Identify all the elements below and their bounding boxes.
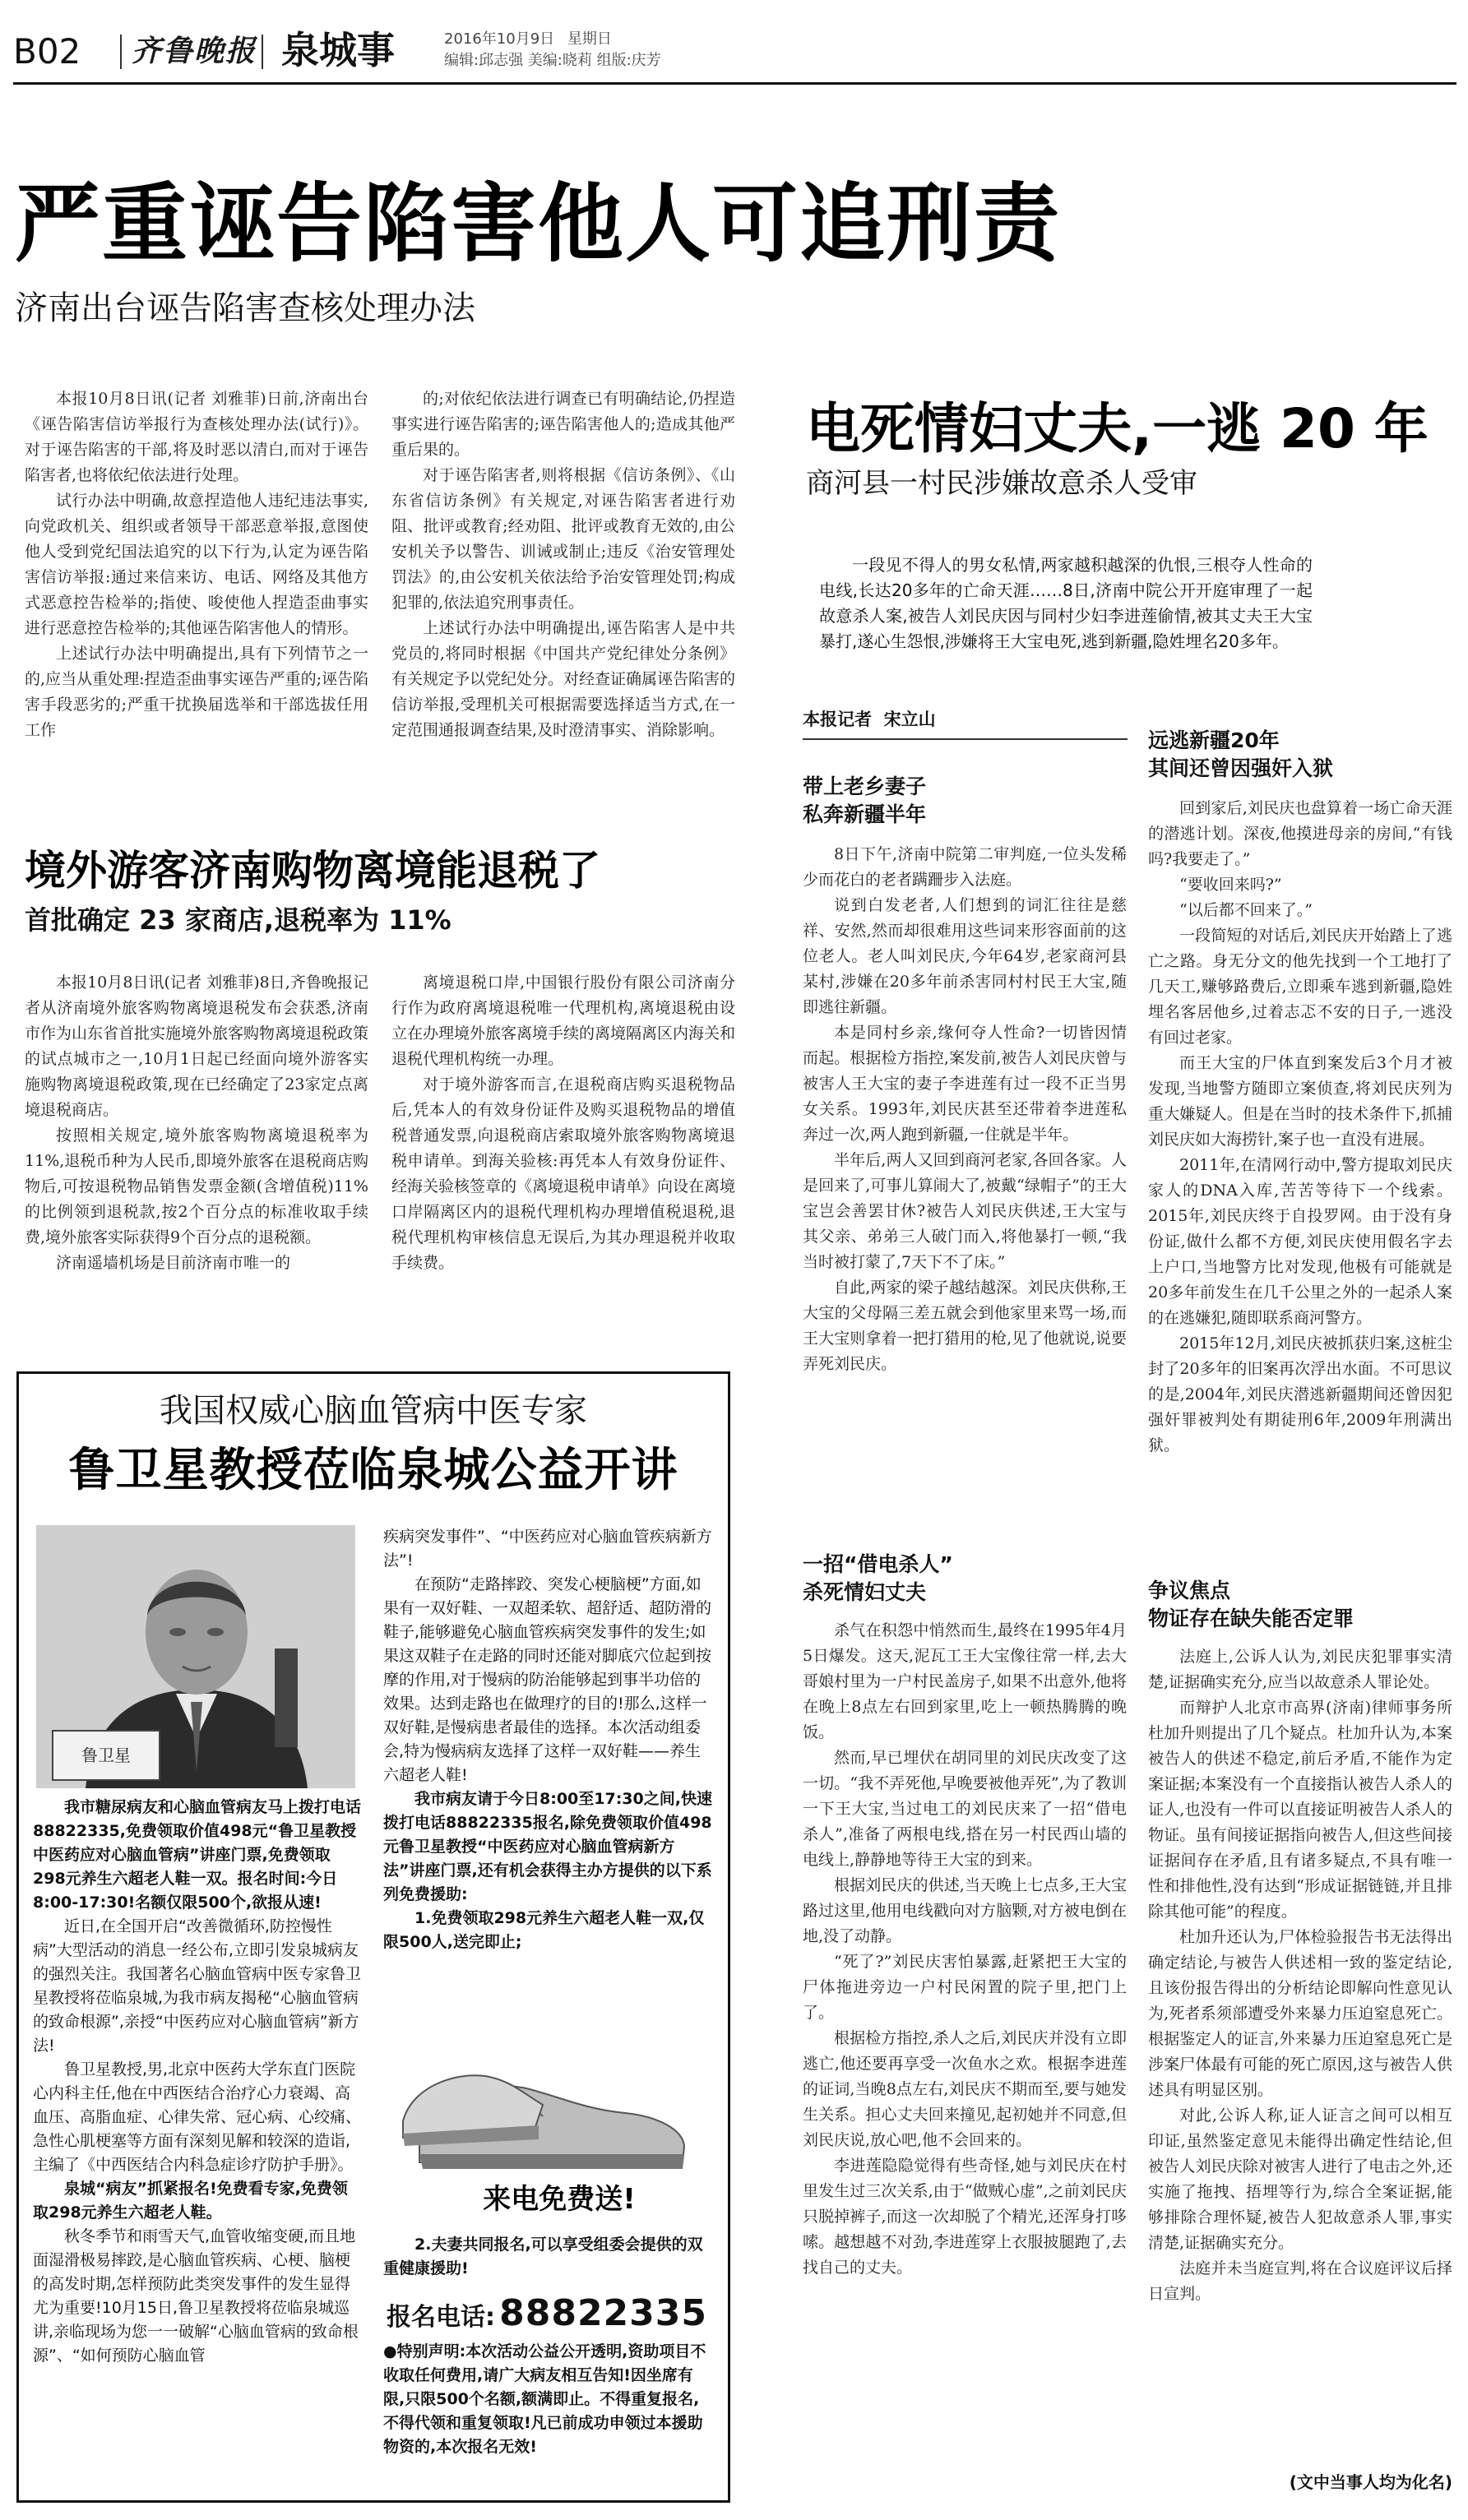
tax-headline: 境外游客济南购物离境能退税了 <box>25 847 600 895</box>
murder-column-b1 <box>1148 796 1452 1569</box>
lead-headline: 严重诬告陷害他人可追刑责 <box>15 173 1062 274</box>
editor-credits: 编辑:邱志强 美编:晓莉 组版:庆芳 <box>444 52 661 69</box>
name-note: (文中当事人均为化名) <box>1289 2472 1452 2492</box>
paragraph: 我市糖尿病友和心脑血管病友马上拨打电话88822335,免费领取价值498元“鲁卫星教授中医药应对心脑血管病”讲座门票,免费领取298元养生六超老人鞋一双。报名时间:今日8:00-17:30!名额仅限500个,欲报从速! <box>33 1798 362 1912</box>
section-title: 一招“借电杀人” 杀死情妇丈夫 <box>803 1552 953 1604</box>
date-text: 2016年10月9日 <box>444 30 555 48</box>
paragraph: 我市病友请于今日8:00至17:30之间,快速拨打电话88822335报名,除免费领取价值498元鲁卫星教授“中医药应对心脑血管病新方法”讲座门票,还有机会获得主办方提供的以下系列免费援助: <box>383 1790 712 1903</box>
paragraph: 试行办法中明确,故意捏造他人违纪违法事实,向党政机关、组织或者领导干部恶意举报,意图使他人受到党纪国法追究的以下行为,认定为诬告陷害信访举报:通过来信来访、电话、网络及其他方式恶意控告检举的;指使、唆使他人捏造歪曲事实进行恶意控告检举的;其他诬告陷害他人的情形。 <box>25 492 368 637</box>
tax-subheadline: 首批确定 23 家商店,退税率为 11% <box>25 904 452 936</box>
section-title: 争议焦点 物证存在缺失能否定罪 <box>1148 1579 1355 1630</box>
paragraph: 说到白发老者,人们想到的词汇往往是慈祥、安然,然而却很难用这些词来形容面前的这位老人。老人叫刘民庆,今年64岁,老家商河县某村,涉嫌在20多年前杀害同村村民王大宝,随即逃往新疆。 <box>803 896 1127 1016</box>
paragraph: 回到家后,刘民庆也盘算着一场亡命天涯的潜逃计划。深夜,他摸进母亲的房间,“有钱吗?我要走了。” <box>1148 799 1452 868</box>
paragraph: 半年后,两人又回到商河老家,各回各家。人是回来了,可事儿算闹大了,被戴“绿帽子”的王大宝岂会善罢甘休?被告人刘民庆供述,王大宝与其父亲、弟弟三人破门而入,将他暴打一顿,“我当时被打蒙了,7天下不了床。” <box>803 1151 1127 1271</box>
shoe-photo <box>387 2031 709 2226</box>
paragraph: 而辩护人北京市高界(济南)律师事务所杜加升则提出了几个疑点。杜加升认为,本案被告人的供述不稳定,前后矛盾,不能作为定案证据;本案没有一个直接指认被告人杀人的证人,也没有一件可以直接证明被告人杀人的物证。虽有间接证据指向被告人,但这些间接证据间存在矛盾,且有诸多疑点,不具有唯一性和排他性,没有达到“形成证据链链,并且排除其他可能”的程度。 <box>1148 1699 1452 1921</box>
ad-title-line-2: 鲁卫星教授莅临泉城公益开讲 <box>68 1444 678 1497</box>
paragraph: 泉城“病友”抓紧报名!免费看专家,免费领取298元养生六超老人鞋。 <box>33 2180 348 2222</box>
paragraph: 在预防“走路摔跤、突发心梗脑梗”方面,如果有一双好鞋、一双超柔软、超舒适、超防滑的鞋子,能够避免心脑血管疾病突发事件的发生;如果这双鞋子在走路的同时还能对脚底穴位起到按摩的作用,对于慢病的防治能够起到事半功倍的效果。达到走路也在做理疗的目的!那么,这样一双好鞋,是慢病患者最佳的选择。本次活动组委会,特为慢病病友选择了这样一双好鞋——养生六超老人鞋! <box>383 1575 712 1784</box>
paragraph: 的;对依纪依法进行调查已有明确结论,仍捏造事实进行诬告陷害的;诬告陷害他人的;造成其他严重后果的。 <box>391 390 735 459</box>
lead-column-1 <box>25 386 368 835</box>
paragraph: 对此,公诉人称,证人证言之间可以相互印证,虽然鉴定意见未能得出确定性结论,但被告人刘民庆除对被害人进行了电击之外,还实施了拖拽、捂埋等行为,综合全案证据,能够排除合理怀疑,被告人犯故意杀人罪,事实清楚,证据确实充分。 <box>1148 2106 1452 2252</box>
header-rule <box>13 82 1456 85</box>
paragraph: “要收回来吗?” <box>1179 876 1282 894</box>
byline: 本报记者 宋立山 <box>803 710 936 729</box>
section-title: 泉城事 <box>281 28 395 72</box>
professor-photo <box>36 1525 355 1788</box>
paragraph: 本报10月8日讯(记者 刘雅菲)日前,济南出台《诬告陷害信访举报行为查核处理办法(试行)》。对于诬告陷害的干部,将及时恶以清白,而对于诬告陷害者,也将依纪依法进行处理。 <box>25 390 368 484</box>
paragraph: 法庭上,公诉人认为,刘民庆犯罪事实清楚,证据确实充分,应当以故意杀人罪论处。 <box>1148 1648 1452 1691</box>
paragraph: 近日,在全国开启“改善微循环,防控慢性病”大型活动的消息一经公布,立即引发泉城病友的强烈关注。我国著名心脑血管病中医专家鲁卫星教授将莅临泉城,为我市病友揭秘“心脑血管病的致命根源”,亲授“中医药应对心脑血管病”新方法! <box>33 1917 362 2055</box>
paragraph: 本是同村乡亲,缘何夺人性命?一切皆因情而起。根据检方指控,案发前,被告人刘民庆曾与被害人王大宝的妻子李进莲有过一段不正当男女关系。1993年,刘民庆甚至还带着李进莲私奔过一次,两人跑到新疆,一住就是半年。 <box>803 1024 1127 1144</box>
phone-number[interactable]: 88822335 <box>499 2292 708 2334</box>
paragraph: 对于境外游客而言,在退税商店购买退税物品后,凭本人的有效身份证件及购买退税物品的增值税普通发票,向退税商店索取境外旅客购物离境退税申请单。到海关验核:再凭本人有效身份证件、经海关验核签章的《离境退税申请单》向设在离境口岸隔离区内的退税代理机构办理增值税退税,退税代理机构审核信息无误后,为其办理退税并收取手续费。 <box>391 1075 735 1272</box>
murder-column-a2 <box>803 1618 1127 2498</box>
header-divider <box>120 35 122 69</box>
paragraph: 然而,早已埋伏在胡同里的刘民庆改变了这一切。“我不弄死他,早晚要被他弄死”,为了教训一下王大宝,当过电工的刘民庆来了一招“借电杀人”,准备了两根电线,搭在另一村民西山墙的电线上,静静地等待王大宝的到来。 <box>803 1749 1127 1869</box>
section-title: 带上老乡妻子 私奔新疆半年 <box>803 774 927 826</box>
paragraph: 2011年,在清网行动中,警方提取刘民庆家人的DNA入库,苦苦等待下一个线索。2015年,刘民庆终于自投罗网。由于没有身份证,做什么都不方便,刘民庆使用假名字去上户口,当地警方比对发现,他极有可能就是20多年前发生在几千公里之外的一起杀人案的在逃嫌犯,随即联系商河警方。 <box>1148 1156 1452 1327</box>
paragraph: 上述试行办法中明确提出,诬告陷害人是中共党员的,将同时根据《中国共产党纪律处分条例》有关规定予以党纪处分。对经查证确属诬告陷害的信访举报,受理机关可根据需要选择适当方式,在一定范围通报调查结果,及时澄清事实、消除影响。 <box>391 619 735 739</box>
paragraph: 杀气在积怨中悄然而生,最终在1995年4月5日爆发。这天,泥瓦工王大宝像往常一样,去大哥娘村里为一户村民盖房子,如果不出意外,他将在晚上8点左右回到家里,吃上一顿热腾腾的晚饭。 <box>803 1621 1127 1741</box>
murder-lead: 一段见不得人的男女私情,两家越积越深的仇恨,三根夺人性命的电线,长达20多年的亡命天涯……8日,济南中院公开开庭审理了一起故意杀人案,被告人刘民庆因与同村少妇李进莲偷情,被其丈夫王大宝暴打,遂心生怨恨,涉嫌将王大宝电死,逃到新疆,隐姓埋名20多年。 <box>819 555 1313 651</box>
paragraph: 1.免费领取298元养生六超老人鞋一双,仅限500人,送完即止; <box>383 1909 705 1951</box>
paragraph: 根据检方指控,杀人之后,刘民庆并没有立即逃亡,他还要再享受一次鱼水之欢。根据李进莲的证词,当晚8点左右,刘民庆不期而至,要与她发生关系。担心丈夫回来撞见,起初她并不同意,但刘民庆说,放心吧,他不会回来的。 <box>803 2029 1127 2149</box>
ad-phone-line <box>387 2292 715 2334</box>
lead-column-2 <box>391 386 735 835</box>
byline-rule <box>803 738 1128 740</box>
paragraph: 济南遥墙机场是目前济南市唯一的 <box>56 1254 291 1272</box>
ad-couple-offer: 2.夫妻共同报名,可以享受组委会提供的双重健康援助! <box>383 2236 703 2277</box>
paragraph: “以后都不回来了。” <box>1179 901 1313 919</box>
murder-headline: 电死情妇丈夫,一逃 20 年 <box>806 397 1429 460</box>
paragraph: 李进莲隐隐觉得有些奇怪,她与刘民庆在村里发生过三次关系,由于“做贼心虚”,之前刘民庆只脱掉裤子,而这一次却脱了个精光,还浑身打哆嗦。越想越不对劲,李进莲穿上衣服披腿跑了,去找自己的丈夫。 <box>803 2157 1127 2277</box>
paragraph: 8日下午,济南中院第二审判庭,一位头发稀少而花白的老者蹒跚步入法庭。 <box>803 845 1127 889</box>
paragraph: 对于诬告陷害者,则将根据《信访条例》、《山东省信访条例》有关规定,对诬告陷害者进行劝阻、批评或教育;经劝阻、批评或教育无效的,由公安机关予以警告、训诫或制止;违反《治安管理处罚法》的,由公安机关依法给予治安管理处罚;构成犯罪的,依法追究刑事责任。 <box>391 466 735 612</box>
lead-subheadline: 济南出台诬告陷害查核处理办法 <box>15 289 475 327</box>
phone-label: 报名电话: <box>387 2303 495 2332</box>
murder-column-b2 <box>1148 1644 1452 2467</box>
ad-title-line-1: 我国权威心脑血管病中医专家 <box>160 1392 587 1430</box>
paragraph: 离境退税口岸,中国银行股份有限公司济南分行作为政府离境退税唯一代理机构,离境退税由设立在办理境外旅客离境手续的离境隔离区内海关和退税代理机构统一办理。 <box>391 973 735 1068</box>
ad-left-column <box>33 1796 362 2486</box>
paragraph: 按照相关规定,境外旅客购物离境退税率为11%,退税币种为人民币,即境外旅客在退税商店购物后,可按退税物品销售发票金额(含增值税)11%的比例领到退税款,按2个百分点的标准收取手续费,境外旅客实际获得9个百分点的退税额。 <box>25 1126 368 1246</box>
paragraph: 杜加升还认为,尸体检验报告书无法得出确定结论,与被告人供述相一致的鉴定结论,且该份报告得出的分析结论即解向性意见认为,死者系须部遭受外来暴力压迫窒息死亡。根据鉴定人的证言,外来暴力压迫窒息死亡是涉案尸体最有可能的死亡原因,这与被告人供述具有明显区别。 <box>1148 1928 1452 2099</box>
paragraph: 上述试行办法中明确提出,具有下列情节之一的,应当从重处理:捏造歪曲事实诬告严重的;诬告陷害手段恶劣的;严重干扰换届选举和干部选拔任用工作 <box>25 645 368 739</box>
page-number: B02 <box>13 31 81 72</box>
paragraph: 2015年12月,刘民庆被抓获归案,这桩尘封了20多年的旧案再次浮出水面。不可思议的是,2004年,刘民庆潜逃新疆期间还曾因犯强奸罪被判处有期徒刑6年,2009年刑满出狱。 <box>1148 1334 1452 1454</box>
tax-column-1 <box>25 970 368 1352</box>
paragraph: 自此,两家的梁子越结越深。刘民庆供称,王大宝的父母隔三差五就会到他家里来骂一场,而王大宝则拿着一把打猎用的枪,见了他就说,说要弄死刘民庆。 <box>803 1278 1127 1373</box>
ad-right-column <box>383 1525 712 2028</box>
paragraph: 而王大宝的尸体直到案发后3个月才被发现,当地警方随即立案侦查,将刘民庆列为重大嫌疑人。但是在当时的技术条件下,抓捕刘民庆如大海捞针,案子也一直没有进展。 <box>1148 1054 1452 1149</box>
paragraph: 秋冬季节和雨雪天气,血管收缩变硬,而且地面湿滑极易摔跤,是心脑血管疾病、心梗、脑梗的高发时期,怎样预防此类突发事件的发生显得尤为重要!10月15日,鲁卫星教授将莅临泉城巡讲,亲临现场为您一一破解“心脑血管病的致命根源”、“如何预防心脑血管 <box>33 2227 359 2365</box>
paragraph: 一段简短的对话后,刘民庆开始踏上了逃亡之路。身无分文的他先找到一个工地打了几天工,赚够路费后,立即乘车逃到新疆,隐姓埋名客居他乡,过着志忑不安的日子,一逃没有回过老家。 <box>1148 927 1452 1047</box>
issue-date <box>444 30 612 49</box>
header-divider <box>262 35 263 69</box>
masthead-logo: 齐鲁晚报 <box>132 34 257 68</box>
weekday-text: 星期日 <box>567 30 612 48</box>
ad-disclaimer: ●特别声明:本次活动公益公开透明,资助项目不收取任何费用,请广大病友相互告知!因坐席有限,只限500个名额,额满即止。不得重复报名,不得代领和重复领取!凡已前成功申领过本援助物资的,本次报名无效! <box>383 2342 706 2456</box>
shoe-illustration <box>387 2031 709 2179</box>
murder-subheadline: 商河县一村民涉嫌故意杀人受审 <box>806 467 1197 500</box>
paragraph: “死了?”刘民庆害怕暴露,赶紧把王大宝的尸体拖进旁边一户村民闲置的院子里,把门上了。 <box>803 1953 1127 2022</box>
paragraph: 本报10月8日讯(记者 刘雅菲)8日,齐鲁晚报记者从济南境外旅客购物离境退税发布会获悉,济南市作为山东省首批实施境外旅客购物离境退税政策的试点城市之一,10月1日起已经面向境外游客实施购物离境退税政策,现在已经确定了23家定点离境退税商店。 <box>25 973 368 1119</box>
paragraph: 根据刘民庆的供述,当天晚上七点多,王大宝路过这里,他用电线戳向对方脑颗,对方被电倒在地,没了动静。 <box>803 1876 1127 1945</box>
tax-column-2 <box>391 970 735 1352</box>
nameplate-text: 鲁卫星 <box>81 1746 131 1765</box>
paragraph: 法庭并未当庭宣判,将在合议庭评议后择日宣判。 <box>1148 2259 1452 2303</box>
paragraph: 疾病突发事件”、“中医药应对心脑血管疾病新方法”! <box>383 1528 712 1570</box>
murder-column-a1 <box>803 842 1127 1545</box>
shoe-caption: 来电免费送! <box>483 2183 636 2216</box>
section-title: 远逃新疆20年 其间还曾因强奸入狱 <box>1148 728 1334 780</box>
paragraph: 鲁卫星教授,男,北京中医药大学东直门医院心内科主任,他在中西医结合治疗心力衰竭、高血压、高脂血症、心律失常、冠心病、心绞痛、急性心肌梗塞等方面有深刻见解和较深的造诣,主编了《中西医结合内科急症诊疗防护手册》。 <box>33 2060 362 2174</box>
